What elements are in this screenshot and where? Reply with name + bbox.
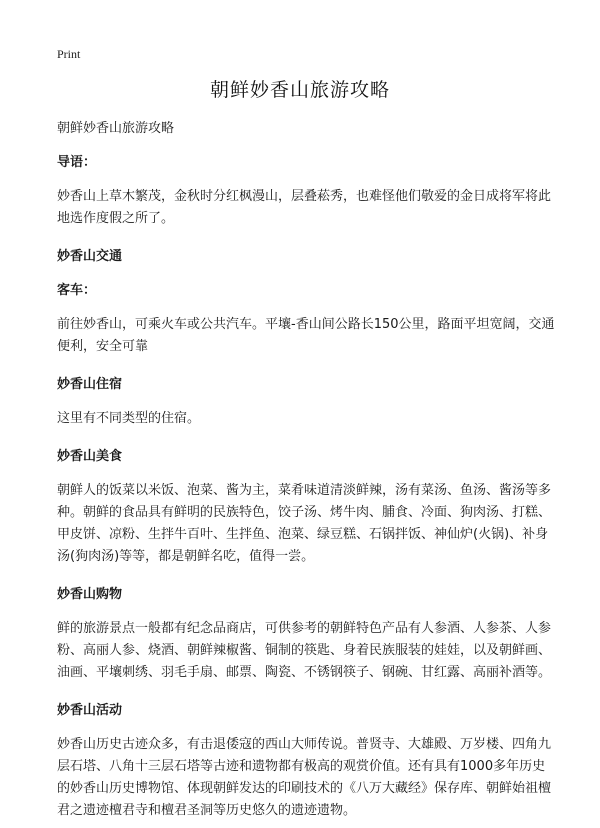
transport-heading: 妙香山交通 bbox=[57, 249, 123, 264]
food-heading: 妙香山美食 bbox=[57, 449, 123, 464]
activity-heading: 妙香山活动 bbox=[57, 703, 123, 718]
activity-paragraph: 妙香山历史古迹众多，有击退倭寇的西山大师传说。普贤寺、大雄殿、万岁楼、四角九层石塔、八角十三层石塔等古迹和遗物都有极高的观赏价值。还有具有1000多年历史的妙香山历史博物馆、体现朝鲜发达的印刷技术的《八万大藏经》保存库、朝鲜始祖檀君之遗迹檀君寺和檀君圣洞等历史悠久的遗迹遗物。 bbox=[57, 737, 552, 818]
lodging-paragraph: 这里有不同类型的住宿。 bbox=[57, 411, 201, 426]
intro-heading: 导语： bbox=[57, 155, 97, 170]
intro-paragraph: 妙香山上草木繁茂，金秋时分红枫漫山，层叠菘秀，也难怪他们敬爱的金日成将军将此地选作度假之所了。 bbox=[57, 189, 552, 226]
page-title: 朝鲜妙香山旅游攻略 bbox=[209, 79, 390, 101]
bus-heading: 客车： bbox=[57, 283, 97, 298]
shopping-heading: 妙香山购物 bbox=[57, 587, 123, 602]
shopping-paragraph: 鲜的旅游景点一般都有纪念品商店，可供参考的朝鲜特色产品有人参酒、人参茶、人参粉、高丽人参、烧酒、朝鲜辣椒酱、铜制的筷匙、身着民族服装的娃娃，以及朝鲜画、油画、平壤刺绣、羽毛手扇、邮票、陶瓷、不锈钢筷子、钢碗、甘红露、高丽补酒等。 bbox=[57, 621, 552, 680]
lodging-heading: 妙香山住宿 bbox=[57, 377, 123, 392]
print-link[interactable]: Print bbox=[57, 47, 81, 61]
bus-paragraph: 前往妙香山，可乘火车或公共汽车。平壤-香山间公路长150公里，路面平坦宽阔，交通便利，安全可靠 bbox=[57, 317, 555, 354]
article-body bbox=[57, 118, 557, 822]
article-subtitle: 朝鲜妙香山旅游攻略 bbox=[57, 121, 175, 136]
food-paragraph: 朝鲜人的饭菜以米饭、泡菜、酱为主，菜肴味道清淡鲜辣，汤有菜汤、鱼汤、酱汤等多种。朝鲜的食品具有鲜明的民族特色，饺子汤、烤牛肉、脯食、冷面、狗肉汤、打糕、甲皮饼、凉粉、生拌牛百叶、生拌鱼、泡菜、绿豆糕、石锅拌饭、神仙炉(火锅)、补身汤(狗肉汤)等等，都是朝鲜名吃，值得一尝。 bbox=[57, 483, 552, 564]
